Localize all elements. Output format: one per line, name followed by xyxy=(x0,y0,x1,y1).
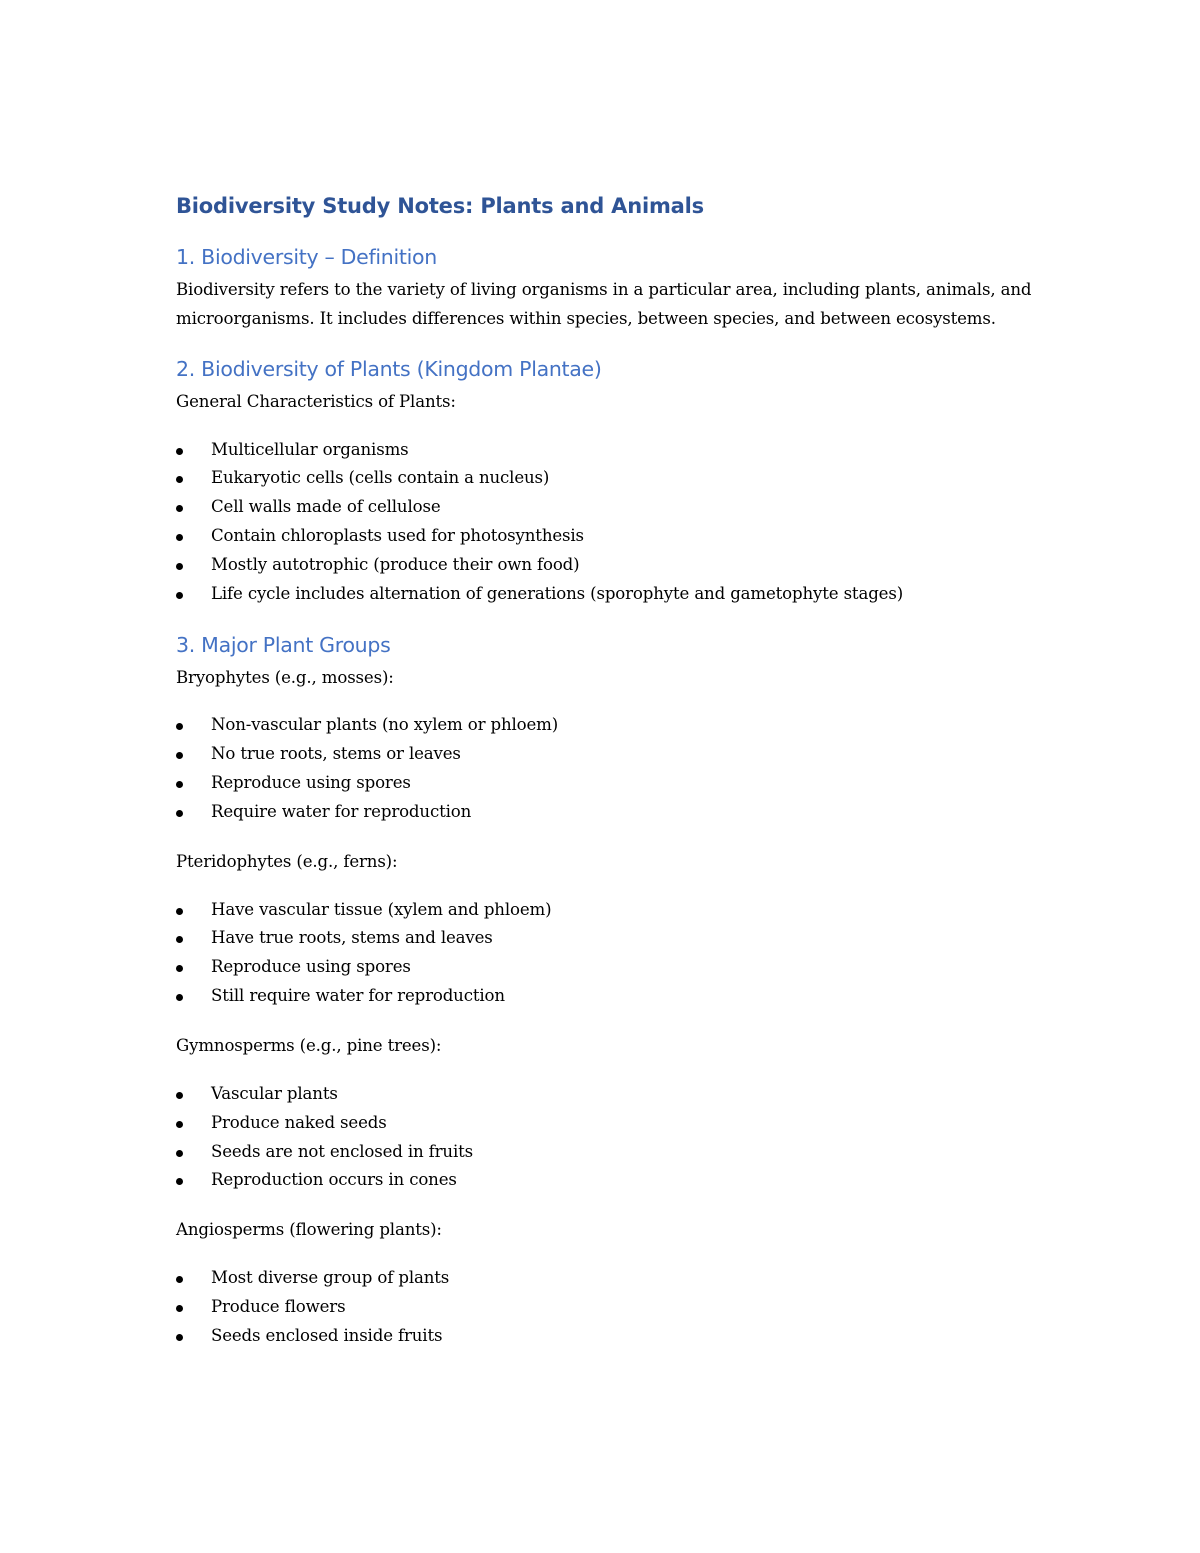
list-item xyxy=(176,1109,1036,1138)
list-item-text: Life cycle includes alternation of generations (sporophyte and gametophyte stages) xyxy=(211,584,904,604)
list-item-text: Have true roots, stems and leaves xyxy=(211,928,493,948)
bullet-icon xyxy=(176,1178,183,1185)
gymnosperms-label: Gymnosperms (e.g., pine trees): xyxy=(176,1036,442,1056)
list-item xyxy=(176,551,1036,580)
bullet-icon xyxy=(176,994,183,1001)
list-item-text: Seeds enclosed inside fruits xyxy=(211,1325,443,1345)
plants-intro: General Characteristics of Plants: xyxy=(176,392,456,411)
list-item-text: Vascular plants xyxy=(211,1083,338,1103)
list-item xyxy=(176,769,1036,798)
bryophytes-list xyxy=(176,711,1036,827)
document-title: Biodiversity Study Notes: Plants and Animals xyxy=(176,194,704,218)
bullet-icon xyxy=(176,723,183,730)
bullet-icon xyxy=(176,752,183,759)
list-item xyxy=(176,740,1036,769)
list-item xyxy=(176,924,1036,953)
list-item-text: Mostly autotrophic (produce their own food) xyxy=(211,555,580,575)
list-item xyxy=(176,1264,1036,1293)
bullet-icon xyxy=(176,1150,183,1157)
bullet-icon xyxy=(176,505,183,512)
plant-characteristics-list xyxy=(176,436,1036,609)
list-item-text: Have vascular tissue (xylem and phloem) xyxy=(211,899,552,919)
list-item-text: Produce flowers xyxy=(211,1296,346,1316)
bullet-icon xyxy=(176,908,183,915)
list-item-text: Produce naked seeds xyxy=(211,1112,387,1132)
list-item-text: Non-vascular plants (no xylem or phloem) xyxy=(211,715,559,735)
angiosperms-label: Angiosperms (flowering plants): xyxy=(176,1220,442,1240)
bullet-icon xyxy=(176,563,183,570)
list-item xyxy=(176,711,1036,740)
section-heading-plants: 2. Biodiversity of Plants (Kingdom Plantae) xyxy=(176,357,602,381)
section-heading-groups: 3. Major Plant Groups xyxy=(176,632,391,657)
list-item xyxy=(176,464,1036,493)
list-item xyxy=(176,493,1036,522)
bullet-icon xyxy=(176,1121,183,1128)
list-item xyxy=(176,953,1036,982)
bullet-icon xyxy=(176,534,183,541)
section-heading-definition: 1. Biodiversity – Definition xyxy=(176,245,437,269)
bullet-icon xyxy=(176,476,183,483)
list-item xyxy=(176,522,1036,551)
definition-paragraph: Biodiversity refers to the variety of living organisms in a particular area, including plants, animals, and microorganisms. It includes differences within species, between species, and between ecosystems. xyxy=(176,280,1032,328)
pteridophytes-list xyxy=(176,896,1036,1012)
list-item xyxy=(176,798,1036,827)
list-item xyxy=(176,982,1036,1011)
list-item-text: Reproduce using spores xyxy=(211,773,411,793)
bullet-icon xyxy=(176,592,183,599)
angiosperms-list xyxy=(176,1264,1036,1351)
document-body xyxy=(176,190,1036,1372)
bullet-icon xyxy=(176,1276,183,1283)
list-item-text: Most diverse group of plants xyxy=(211,1267,450,1287)
list-item-text: Eukaryotic cells (cells contain a nucleus) xyxy=(211,468,550,488)
pteridophytes-label: Pteridophytes (e.g., ferns): xyxy=(176,852,398,872)
list-item-text: Contain chloroplasts used for photosynthesis xyxy=(211,526,584,546)
list-item xyxy=(176,1293,1036,1322)
bullet-icon xyxy=(176,448,183,455)
list-item xyxy=(176,1138,1036,1167)
bullet-icon xyxy=(176,936,183,943)
list-item-text: Multicellular organisms xyxy=(211,439,409,459)
list-item xyxy=(176,896,1036,925)
list-item-text: Reproduction occurs in cones xyxy=(211,1170,457,1190)
list-item xyxy=(176,1166,1036,1195)
bullet-icon xyxy=(176,781,183,788)
list-item xyxy=(176,1080,1036,1109)
bullet-icon xyxy=(176,1092,183,1099)
bullet-icon xyxy=(176,1334,183,1341)
list-item-text: Still require water for reproduction xyxy=(211,986,505,1006)
list-item xyxy=(176,436,1036,465)
bullet-icon xyxy=(176,1305,183,1312)
bullet-icon xyxy=(176,965,183,972)
list-item-text: Reproduce using spores xyxy=(211,957,411,977)
list-item-text: No true roots, stems or leaves xyxy=(211,744,461,764)
list-item xyxy=(176,580,1036,609)
list-item xyxy=(176,1322,1036,1351)
bryophytes-label: Bryophytes (e.g., mosses): xyxy=(176,667,394,687)
gymnosperms-list xyxy=(176,1080,1036,1196)
list-item-text: Require water for reproduction xyxy=(211,802,472,822)
list-item-text: Seeds are not enclosed in fruits xyxy=(211,1141,474,1161)
list-item-text: Cell walls made of cellulose xyxy=(211,497,441,517)
bullet-icon xyxy=(176,810,183,817)
